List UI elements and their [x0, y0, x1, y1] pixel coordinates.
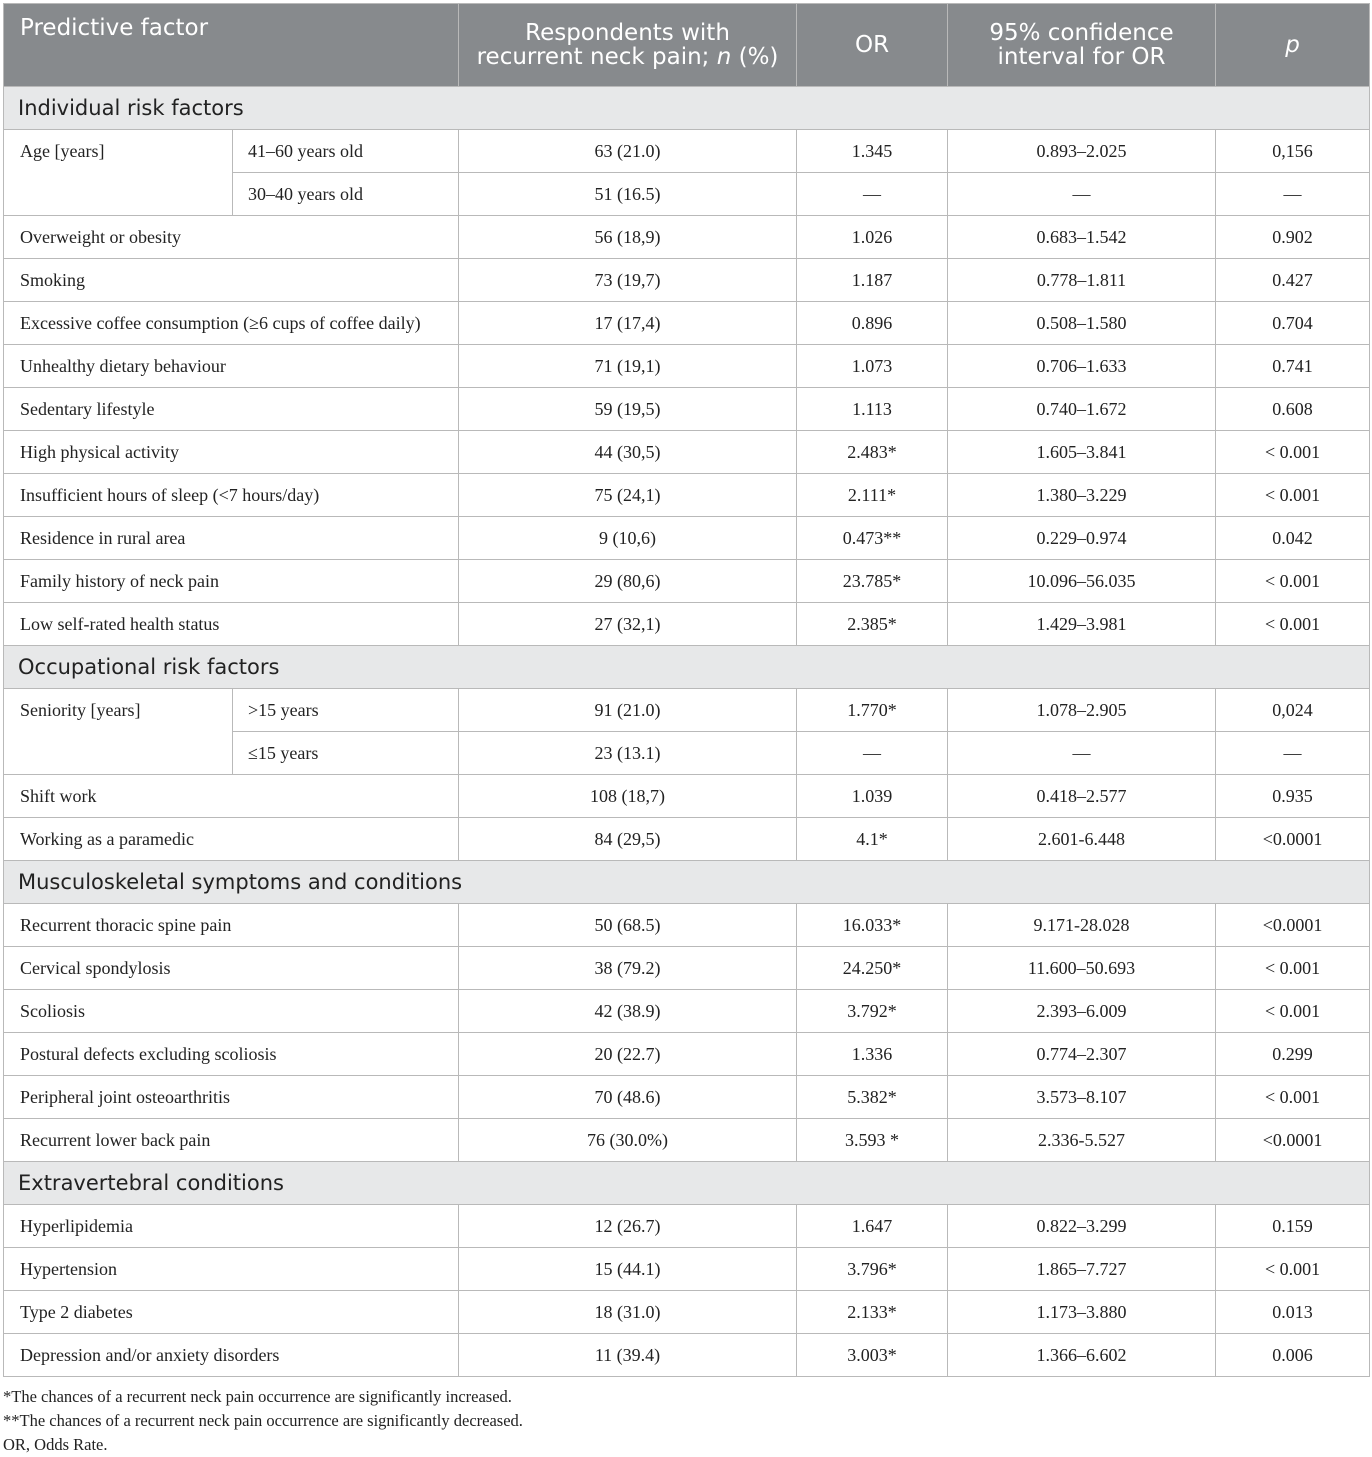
table-row [4, 1076, 1370, 1119]
ci-cell: 3.573–8.107 [948, 1076, 1216, 1119]
factor-label: Peripheral joint osteoarthritis [4, 1076, 459, 1119]
p-value-cell: 0.006 [1216, 1334, 1370, 1377]
p-value-cell: 0,156 [1216, 130, 1370, 173]
respondents-cell: 71 (19,1) [459, 345, 797, 388]
factor-label: Hypertension [4, 1248, 459, 1291]
group-label: Seniority [years] [4, 689, 233, 775]
respondents-cell: 84 (29,5) [459, 818, 797, 861]
table-container [3, 3, 1369, 1457]
or-cell: 2.111* [797, 474, 948, 517]
ci-cell: 1.429–3.981 [948, 603, 1216, 646]
table-row [4, 818, 1370, 861]
table-row [4, 560, 1370, 603]
ci-cell: 0.706–1.633 [948, 345, 1216, 388]
factor-label: Insufficient hours of sleep (<7 hours/day) [4, 474, 459, 517]
header-or: OR [797, 4, 948, 87]
ci-cell: — [948, 173, 1216, 216]
respondents-cell: 51 (16.5) [459, 173, 797, 216]
section-row [4, 1162, 1370, 1205]
p-value-cell: 0.427 [1216, 259, 1370, 302]
factor-label: Sedentary lifestyle [4, 388, 459, 431]
or-cell: — [797, 173, 948, 216]
section-title: Musculoskeletal symptoms and conditions [4, 861, 1370, 904]
or-cell: 1.039 [797, 775, 948, 818]
header-respondents-line1: Respondents with [525, 20, 730, 46]
p-value-cell: 0.704 [1216, 302, 1370, 345]
table-row [4, 603, 1370, 646]
factor-label: Smoking [4, 259, 459, 302]
section-title: Occupational risk factors [4, 646, 1370, 689]
table-row [4, 259, 1370, 302]
or-cell: 24.250* [797, 947, 948, 990]
ci-cell: 0.778–1.811 [948, 259, 1216, 302]
subgroup-label: ≤15 years [233, 732, 459, 775]
ci-cell: 11.600–50.693 [948, 947, 1216, 990]
header-row [4, 4, 1370, 87]
ci-cell: 1.380–3.229 [948, 474, 1216, 517]
or-cell: 1.345 [797, 130, 948, 173]
or-cell: 3.593 * [797, 1119, 948, 1162]
factor-label: Overweight or obesity [4, 216, 459, 259]
or-cell: — [797, 732, 948, 775]
factor-label: Depression and/or anxiety disorders [4, 1334, 459, 1377]
or-cell: 1.026 [797, 216, 948, 259]
p-value-cell: 0.902 [1216, 216, 1370, 259]
table-row [4, 1334, 1370, 1377]
p-value-cell: 0.013 [1216, 1291, 1370, 1334]
p-value-cell: 0.608 [1216, 388, 1370, 431]
table-row [4, 302, 1370, 345]
table-row [4, 517, 1370, 560]
p-value-cell: — [1216, 173, 1370, 216]
or-cell: 2.385* [797, 603, 948, 646]
or-cell: 0.473** [797, 517, 948, 560]
or-cell: 1.647 [797, 1205, 948, 1248]
header-predictive-factor: Predictive factor [4, 4, 459, 87]
respondents-cell: 27 (32,1) [459, 603, 797, 646]
ci-cell: 0.893–2.025 [948, 130, 1216, 173]
respondents-cell: 50 (68.5) [459, 904, 797, 947]
header-ci-line2: interval for OR [997, 44, 1166, 70]
table-row [4, 775, 1370, 818]
header-respondents-line2: recurrent neck pain; [476, 44, 717, 70]
factor-label: Unhealthy dietary behaviour [4, 345, 459, 388]
or-cell: 2.483* [797, 431, 948, 474]
ci-cell: 1.865–7.727 [948, 1248, 1216, 1291]
footnote-line: *The chances of a recurrent neck pain occurrence are significantly increased. [3, 1387, 512, 1406]
p-value-cell: 0.159 [1216, 1205, 1370, 1248]
ci-cell: 1.605–3.841 [948, 431, 1216, 474]
or-cell: 5.382* [797, 1076, 948, 1119]
respondents-cell: 11 (39.4) [459, 1334, 797, 1377]
table-row [4, 431, 1370, 474]
factor-label: Recurrent thoracic spine pain [4, 904, 459, 947]
factor-label: Postural defects excluding scoliosis [4, 1033, 459, 1076]
header-p-label: p [1285, 32, 1300, 58]
p-value-cell: 0.042 [1216, 517, 1370, 560]
predictive-factors-table [3, 3, 1370, 1377]
table-row [4, 947, 1370, 990]
table-row [4, 904, 1370, 947]
table-row [4, 689, 1370, 732]
factor-label: Excessive coffee consumption (≥6 cups of coffee daily) [4, 302, 459, 345]
ci-cell: 0.774–2.307 [948, 1033, 1216, 1076]
p-value-cell: 0,024 [1216, 689, 1370, 732]
table-row [4, 130, 1370, 173]
factor-label: Working as a paramedic [4, 818, 459, 861]
respondents-cell: 17 (17,4) [459, 302, 797, 345]
or-cell: 1.187 [797, 259, 948, 302]
factor-label: Type 2 diabetes [4, 1291, 459, 1334]
or-cell: 1.113 [797, 388, 948, 431]
header-ci [948, 4, 1216, 87]
respondents-cell: 23 (13.1) [459, 732, 797, 775]
table-row [4, 345, 1370, 388]
or-cell: 2.133* [797, 1291, 948, 1334]
section-title: Individual risk factors [4, 87, 1370, 130]
p-value-cell: < 0.001 [1216, 560, 1370, 603]
factor-label: Low self-rated health status [4, 603, 459, 646]
respondents-cell: 29 (80,6) [459, 560, 797, 603]
p-value-cell: < 0.001 [1216, 1248, 1370, 1291]
ci-cell: 1.366–6.602 [948, 1334, 1216, 1377]
table-body [4, 87, 1370, 1377]
respondents-cell: 76 (30.0%) [459, 1119, 797, 1162]
or-cell: 23.785* [797, 560, 948, 603]
respondents-cell: 18 (31.0) [459, 1291, 797, 1334]
table-row [4, 1291, 1370, 1334]
respondents-cell: 75 (24,1) [459, 474, 797, 517]
respondents-cell: 20 (22.7) [459, 1033, 797, 1076]
header-p [1216, 4, 1370, 87]
ci-cell: 0.740–1.672 [948, 388, 1216, 431]
respondents-cell: 108 (18,7) [459, 775, 797, 818]
p-value-cell: < 0.001 [1216, 603, 1370, 646]
table-row [4, 1248, 1370, 1291]
p-value-cell: 0.299 [1216, 1033, 1370, 1076]
ci-cell: 1.173–3.880 [948, 1291, 1216, 1334]
p-value-cell: 0.935 [1216, 775, 1370, 818]
ci-cell: 2.393–6.009 [948, 990, 1216, 1033]
section-row [4, 646, 1370, 689]
ci-cell: 1.078–2.905 [948, 689, 1216, 732]
factor-label: Residence in rural area [4, 517, 459, 560]
respondents-cell: 73 (19,7) [459, 259, 797, 302]
ci-cell: 10.096–56.035 [948, 560, 1216, 603]
subgroup-label: >15 years [233, 689, 459, 732]
or-cell: 1.770* [797, 689, 948, 732]
header-ci-line1: 95% confidence [989, 20, 1174, 46]
respondents-cell: 15 (44.1) [459, 1248, 797, 1291]
table-row [4, 388, 1370, 431]
table-row [4, 1205, 1370, 1248]
ci-cell: 0.822–3.299 [948, 1205, 1216, 1248]
or-cell: 3.003* [797, 1334, 948, 1377]
or-cell: 3.792* [797, 990, 948, 1033]
factor-label: Recurrent lower back pain [4, 1119, 459, 1162]
respondents-cell: 63 (21.0) [459, 130, 797, 173]
ci-cell: — [948, 732, 1216, 775]
p-value-cell: <0.0001 [1216, 1119, 1370, 1162]
p-value-cell: — [1216, 732, 1370, 775]
subgroup-label: 41–60 years old [233, 130, 459, 173]
factor-label: Scoliosis [4, 990, 459, 1033]
p-value-cell: 0.741 [1216, 345, 1370, 388]
respondents-cell: 91 (21.0) [459, 689, 797, 732]
p-value-cell: < 0.001 [1216, 990, 1370, 1033]
or-cell: 3.796* [797, 1248, 948, 1291]
factor-label: Cervical spondylosis [4, 947, 459, 990]
or-cell: 1.073 [797, 345, 948, 388]
header-respondents [459, 4, 797, 87]
group-label: Age [years] [4, 130, 233, 216]
ci-cell: 9.171-28.028 [948, 904, 1216, 947]
factor-label: Shift work [4, 775, 459, 818]
section-title: Extravertebral conditions [4, 1162, 1370, 1205]
or-cell: 16.033* [797, 904, 948, 947]
or-cell: 0.896 [797, 302, 948, 345]
footnotes [3, 1385, 1369, 1457]
respondents-cell: 56 (18,9) [459, 216, 797, 259]
header-respondents-n: n [716, 44, 732, 70]
table-row [4, 1119, 1370, 1162]
or-cell: 1.336 [797, 1033, 948, 1076]
or-cell: 4.1* [797, 818, 948, 861]
respondents-cell: 12 (26.7) [459, 1205, 797, 1248]
subgroup-label: 30–40 years old [233, 173, 459, 216]
p-value-cell: < 0.001 [1216, 947, 1370, 990]
ci-cell: 0.508–1.580 [948, 302, 1216, 345]
table-row [4, 990, 1370, 1033]
respondents-cell: 59 (19,5) [459, 388, 797, 431]
section-row [4, 87, 1370, 130]
table-row [4, 1033, 1370, 1076]
p-value-cell: <0.0001 [1216, 818, 1370, 861]
ci-cell: 2.601-6.448 [948, 818, 1216, 861]
p-value-cell: < 0.001 [1216, 1076, 1370, 1119]
factor-label: High physical activity [4, 431, 459, 474]
table-row [4, 216, 1370, 259]
respondents-cell: 42 (38.9) [459, 990, 797, 1033]
factor-label: Hyperlipidemia [4, 1205, 459, 1248]
section-row [4, 861, 1370, 904]
p-value-cell: < 0.001 [1216, 431, 1370, 474]
respondents-cell: 9 (10,6) [459, 517, 797, 560]
respondents-cell: 38 (79.2) [459, 947, 797, 990]
table-row [4, 474, 1370, 517]
ci-cell: 0.418–2.577 [948, 775, 1216, 818]
ci-cell: 0.683–1.542 [948, 216, 1216, 259]
footnote-line: OR, Odds Rate. [3, 1435, 108, 1454]
header-respondents-pct: (%) [731, 44, 779, 70]
respondents-cell: 44 (30,5) [459, 431, 797, 474]
footnote-line: **The chances of a recurrent neck pain occurrence are significantly decreased. [3, 1411, 523, 1430]
factor-label: Family history of neck pain [4, 560, 459, 603]
p-value-cell: < 0.001 [1216, 474, 1370, 517]
p-value-cell: <0.0001 [1216, 904, 1370, 947]
ci-cell: 0.229–0.974 [948, 517, 1216, 560]
ci-cell: 2.336-5.527 [948, 1119, 1216, 1162]
respondents-cell: 70 (48.6) [459, 1076, 797, 1119]
